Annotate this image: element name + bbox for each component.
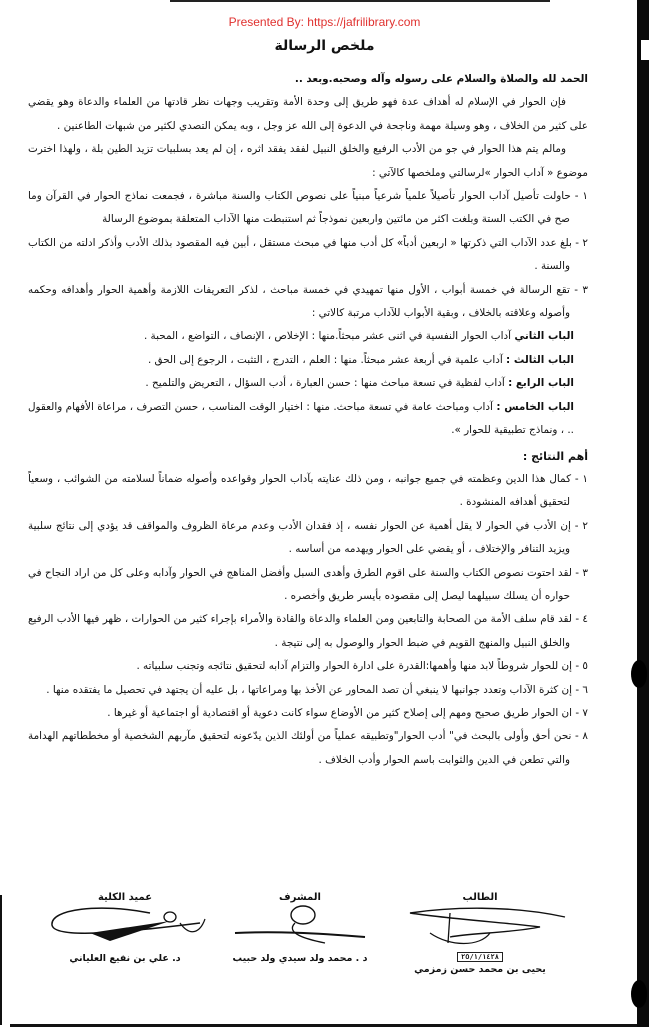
results-heading: أهم النتائج :	[522, 449, 588, 463]
item-number: ١	[582, 190, 589, 203]
item-text: حاولت تأصيل آداب الحوار تأصيلاً علمياً شرعياً مبنياً على نصوص الكتاب والسنة مباشرة ، فجمعت نماذج الحوار في القرآن وما صح في الكتب الستة وبلغت اكثر من مائتين واربعين نموذجاً ثم استنبطت منها الآداب المتعلقة بموضوع الرسالة	[28, 190, 571, 226]
item-text: لقد احتوت نصوص الكتاب والسنة على اقوم الطرق وأهدى السبل وأفضل المناهج في الحوار وآدابه وعلى كل من اراد النجاح في حواره أن يسلك سبيلهما ليصل إلى مقصوده بأيسر طريق وأخصره .	[28, 566, 572, 602]
item-text: إن للحوار شروطاً لابد منها وأهمها:القدرة على ادارة الحوار والتزام آدابه لتحقيق نتائجه وتجنب سلبياته .	[136, 660, 573, 673]
method-item: ٣ - تقع الرسالة في خمسة أبواب ، الأول منها تمهيدي في خمسة مباحث ، لذكر التعريفات اللازمة وأهمية الحوار وأهدافه وحكمه وأصوله وعلاقته بالخلاف ، وبقية الأبواب للآداب مرتبة كالاتي :	[28, 283, 588, 320]
item-text: تقع الرسالة في خمسة أبواب ، الأول منها تمهيدي في خمسة مباحث ، لذكر التعريفات اللازمة وأهمية الحوار وأهدافه وحكمه وأصوله وعلاقته بالخلاف ، وبقية الأبواب للآداب مرتبة كالاتي :	[28, 283, 570, 320]
scan-top-edge	[170, 0, 550, 2]
dean-name: د. علي بن نفيع العلياني	[69, 953, 181, 964]
result-item: ٤ - لقد قام سلف الأمة من الصحابة والتابعين ومن العلماء والدعاة والقادة والأمراء بإجراء كثير من الحوارات ، ظهر فيها الأدب الرفيع والخلق النبيل والمنهج القويم في ضبط الحوار والوصول به إلى نتيجة .	[28, 613, 588, 649]
handwritten-signature-icon	[225, 903, 375, 951]
item-number: ٣	[582, 283, 588, 296]
item-text: إن كثرة الآداب وتعدد جوانبها لا ينبغي أن تصد المحاور عن الأخذ بها ومراعاتها ، بل عليه أن يجتهد في تحصيل ما يفتقده منها .	[46, 683, 573, 696]
signature-role: الطالب	[462, 892, 498, 903]
chapter-label: الباب الثالث :	[506, 353, 574, 366]
chapter-label: الباب الثاني	[514, 330, 574, 343]
item-number: ٧	[582, 706, 588, 719]
supervisor-name: د . محمد ولد سيدي ولد حبيب	[232, 953, 368, 964]
student-name: يحيى بن محمد حسن زمزمي	[414, 964, 546, 975]
chapter-text: آداب ومباحث عامة في تسعة مباحث. منها : اختيار الوقت المناسب ، حسن التصرف ، مراعاة الأفهام والعقول .. ، ونماذج تطبيقية للحوار ».	[28, 400, 574, 437]
item-number: ٦	[582, 683, 588, 696]
supervisor-signature	[225, 892, 375, 964]
result-item: ٣ - لقد احتوت نصوص الكتاب والسنة على اقوم الطرق وأهدى السبل وأفضل المناهج في الحوار وآدابه وعلى كل من اراد النجاح في حواره أن يسلك سبيلهما ليصل إلى مقصوده بأيسر طريق وأخصره .	[28, 566, 588, 602]
method-item: ١ - حاولت تأصيل آداب الحوار تأصيلاً علمياً شرعياً مبنياً على نصوص الكتاب والسنة مباشرة ، فجمعت نماذج الحوار في القرآن وما صح في الكتب الستة وبلغت اكثر من مائتين واربعين نموذجاً ثم استنبطت منها الآداب المتعلقة بموضوع الرسالة	[28, 190, 589, 226]
signature-role: المشرف	[279, 892, 321, 903]
item-number: ١	[582, 472, 588, 485]
scan-right-border	[637, 0, 649, 1027]
dean-signature	[40, 892, 210, 964]
handwritten-signature-icon	[40, 903, 210, 951]
chapter-line	[28, 396, 588, 443]
scan-hole-punch	[631, 660, 647, 688]
chapter-text: آداب الحوار النفسية في اثنى عشر مبحثاً.منها : الإخلاص ، الإنصاف ، التواضع ، المحبة .	[143, 330, 511, 343]
item-text: إن الأدب في الحوار لا يقل أهمية عن الحوار نفسه ، إذ فقدان الأدب وعدم مرعاة الظروف والمواقف قد يؤدي إلى نتائج سلبية ويزيد التنافر والإختلاف ، أو يقضي على الحوار ويهدمه من أساسه .	[28, 519, 571, 556]
item-text: نحن أحق وأولى بالبحث في" أدب الحوار"وتطبيقه عملياً من أولئك الذين يدّعونه لتحقيق مآربهم الشخصية أو مخططاتهم الهدامة والتي تطعن في الدين والثوابت باسم الحوار وأدب الخلاف .	[28, 730, 572, 766]
scan-hole-punch	[631, 980, 647, 1008]
chapter-label: الباب الرابع :	[508, 377, 574, 390]
chapter-text: آداب علمية في أربعة عشر مبحثاً. منها : العلم ، التدرج ، التثبت ، الرجوع إلى الحق .	[147, 353, 503, 366]
chapter-text: آداب لفظية في تسعة مباحث منها : حسن العبارة ، أدب السؤال ، التعريض والتلميح .	[145, 377, 505, 390]
date-stamp: ٢٥/١/١٤٢٨	[457, 952, 503, 962]
result-item: ٥ - إن للحوار شروطاً لابد منها وأهمها:القدرة على ادارة الحوار والتزام آدابه لتحقيق نتائجه وتجنب سلبياته .	[136, 660, 588, 673]
result-item: ٦ - إن كثرة الآداب وتعدد جوانبها لا ينبغي أن تصد المحاور عن الأخذ بها ومراعاتها ، بل عليه أن يجتهد في تحصيل ما يفتقده منها .	[46, 683, 588, 696]
item-number: ٣	[582, 566, 588, 579]
item-number: ٢	[582, 236, 588, 249]
method-item: ٢ - بلغ عدد الآداب التي ذكرتها « اربعين أدباً» كل أدب منها في مبحث مستقل ، أبين فيه المقصود بذلك الأدب وأذكر ادلته من الكتاب والسنة .	[28, 236, 588, 273]
item-number: ٢	[582, 519, 588, 532]
item-text: ان الحوار طريق صحيح ومهم إلى إصلاح كثير من الأوضاع سواء كانت دعوية أو اقتصادية أو اجتماعية أو غيرها .	[107, 706, 573, 719]
handwritten-signature-icon	[390, 903, 570, 951]
chapter-line	[28, 325, 588, 348]
chapter-line	[28, 349, 588, 372]
intro-paragraph: فإن الحوار في الإسلام له أهداف عدة فهو طريق إلى وحدة الأمة وتقريب وجهات نظر قادتها من العلماء والدعاة وهو يقضي على كثير من الخلاف ، وهو وسيلة مهمة وناجحة في الدعوة إلى الله عز وجل ، وبه يمكن التصدي لكثير من شبهات الطاعنين .	[28, 96, 588, 132]
document-body	[28, 68, 588, 772]
item-text: كمال هذا الدين وعظمته في جميع جوانبه ، ومن ذلك عنايته بآداب الحوار وقواعده وأصوله ضماناً لسلامته من الشوائب ، وسعياً لتحقيق أهدافه المنشودة .	[28, 472, 572, 509]
item-number: ٤	[582, 613, 588, 626]
item-number: ٨	[582, 730, 588, 743]
chapter-line	[28, 372, 588, 395]
signature-role: عميد الكلية	[97, 892, 153, 903]
scan-left-border	[0, 895, 2, 1025]
chapter-label: الباب الخامس :	[496, 400, 574, 413]
page-title: ملخص الرسالة	[274, 38, 375, 54]
result-item: ٢ - إن الأدب في الحوار لا يقل أهمية عن الحوار نفسه ، إذ فقدان الأدب وعدم مرعاة الظروف والمواقف قد يؤدي إلى نتائج سلبية ويزيد التنافر والإختلاف ، أو يقضي على الحوار ويهدمه من أساسه .	[28, 519, 588, 556]
opening-line: الحمد لله والصلاة والسلام على رسوله وآله وصحبه.وبعد ..	[294, 73, 588, 85]
result-item: ٧ - ان الحوار طريق صحيح ومهم إلى إصلاح كثير من الأوضاع سواء كانت دعوية أو اقتصادية أو اجتماعية أو غيرها .	[107, 706, 588, 719]
item-text: لقد قام سلف الأمة من الصحابة والتابعين ومن العلماء والدعاة والقادة والأمراء بإجراء كثير من الحوارات ، ظهر فيها الأدب الرفيع والخلق النبيل والمنهج القويم في ضبط الحوار والوصول به إلى نتيجة .	[28, 613, 572, 649]
student-signature	[390, 892, 570, 975]
intro-paragraph: ومالم يتم هذا الحوار في جو من الأدب الرفيع والخلق النبيل لفقد يفقد اثره ، إن لم يعد بسلبيات تزيد الطين بلة ، ولهذا اخترت موضوع « آداب الحوار »لرسالتي وملخصها كالآتي :	[28, 143, 588, 179]
item-text: بلغ عدد الآداب التي ذكرتها « اربعين أدباً» كل أدب منها في مبحث مستقل ، أبين فيه المقصود بذلك الأدب وأذكر ادلته من الكتاب والسنة .	[28, 236, 572, 273]
result-item: ١ - كمال هذا الدين وعظمته في جميع جوانبه ، ومن ذلك عنايته بآداب الحوار وقواعده وأصوله ضماناً لسلامته من الشوائب ، وسعياً لتحقيق أهدافه المنشودة .	[28, 472, 588, 509]
watermark-link[interactable]: Presented By: https://jafrilibrary.com	[228, 15, 421, 29]
item-number: ٥	[582, 660, 588, 673]
signature-block	[60, 892, 580, 975]
result-item: ٨ - نحن أحق وأولى بالبحث في" أدب الحوار"وتطبيقه عملياً من أولئك الذين يدّعونه لتحقيق مآربهم الشخصية أو مخططاتهم الهدامة والتي تطعن في الدين والثوابت باسم الحوار وأدب الخلاف .	[28, 730, 588, 766]
